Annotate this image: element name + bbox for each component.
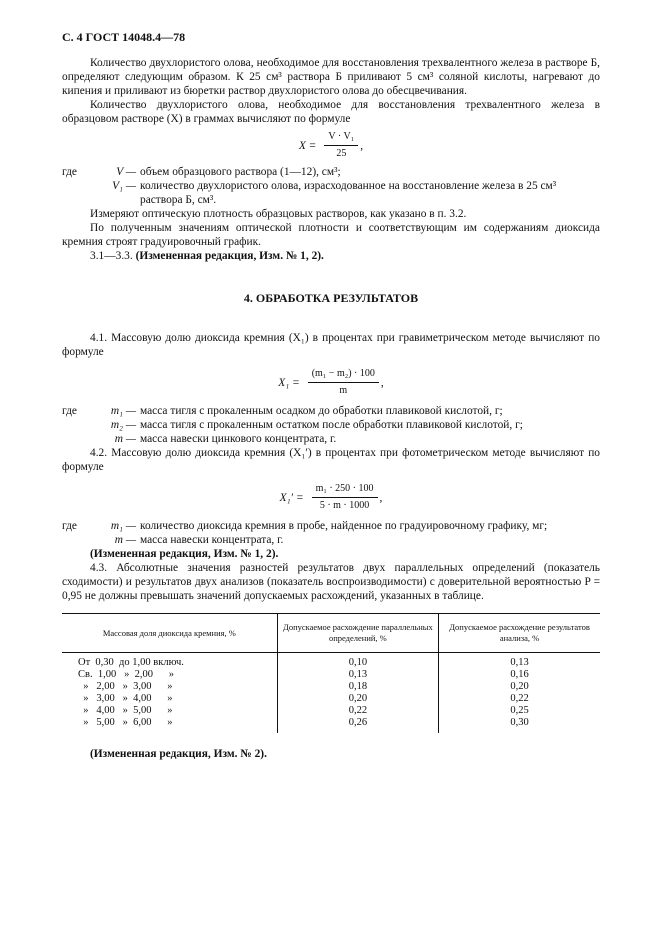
paragraph: Количество двухлористого олова, необходимое для восстановления трехвалентного железа в образцовом растворе (X) в граммах вычисляют по формуле [62, 99, 600, 125]
document-page [62, 30, 600, 761]
definitions-list [62, 519, 600, 547]
table-cell-range: » 2,00 » 3,00 » [78, 681, 173, 692]
definition-symbol: m₁ — [110, 520, 136, 532]
definition-symbol: m₁ — [110, 405, 136, 417]
table-row [62, 693, 600, 705]
definition-prefix [62, 418, 84, 432]
formula-denominator: 5 · m · 1000 [319, 500, 370, 511]
paragraph: Измеряют оптическую плотность образцовых растворов, как указано в п. 3.2. [90, 208, 467, 220]
definition-prefix [62, 179, 84, 207]
table-cell: 0,22 [439, 693, 600, 705]
formula-numerator: V · V₁ [324, 130, 358, 146]
table-cell: 0,20 [439, 681, 600, 693]
definition-text: масса тигля с прокаленным остатком после обработки плавиковой кислотой, г; [140, 419, 523, 431]
table-cell: 0,20 [277, 693, 438, 705]
table-row [62, 717, 600, 733]
definitions-list [62, 404, 600, 446]
paragraph: По полученным значениям оптической плотности и соответствующим им содержаниям диоксида кремния строят градуировочный график. [62, 222, 600, 248]
table-cell-range: Св. 1,00 » 2,00 » [78, 669, 174, 680]
definition-text: масса навески цинкового концентрата, г. [140, 433, 337, 445]
paragraph-4-3: 4.3. Абсолютные значения разностей результатов двух параллельных определений (показатель сходимости) и результатов двух анализов (показатель воспроизводимости) с доверительной вероятностью P = 0,95 не должны превышать значений допускаемых расхождений, указанных в таблице. [62, 562, 600, 602]
definition-item [62, 418, 600, 432]
formula-x1-prime [62, 482, 600, 513]
definition-prefix: где [62, 520, 77, 532]
definition-symbol: V₁ — [112, 180, 136, 192]
edition-prefix: 3.1—3.3. [90, 250, 133, 262]
formula-tail: , [379, 491, 383, 504]
formula-numerator: (m₁ − m₂) · 100 [308, 367, 379, 383]
definition-symbol: V — [116, 166, 136, 178]
formula-fraction [308, 367, 379, 398]
definitions-list [62, 165, 600, 207]
page-header: С. 4 ГОСТ 14048.4—78 [62, 30, 186, 44]
definition-text: объем образцового раствора (1—12), см³; [140, 166, 341, 178]
definition-prefix: где [62, 405, 77, 417]
table-header-cell: Массовая доля диоксида кремния, % [62, 614, 277, 653]
table-row [62, 705, 600, 717]
table-cell: 0,22 [277, 705, 438, 717]
formula-x [62, 130, 600, 161]
formula-x1 [62, 367, 600, 398]
definition-symbol: m — [114, 534, 136, 546]
table-row [62, 669, 600, 681]
definition-item [62, 432, 600, 446]
table-cell-range: » 3,00 » 4,00 » [78, 693, 173, 704]
definition-prefix [62, 533, 84, 547]
table-cell: 0,10 [277, 653, 438, 670]
table-cell: 0,18 [277, 681, 438, 693]
table-cell-range: От 0,30 до 1,00 включ. [78, 657, 184, 668]
formula-lhs: X = [298, 139, 317, 152]
tolerance-table [62, 613, 600, 733]
definition-text: количество диоксида кремния в пробе, найденное по градуировочному графику, мг; [140, 520, 548, 532]
edition-note: (Измененная редакция, Изм. № 1, 2). [90, 548, 279, 560]
final-edition-note: (Измененная редакция, Изм. № 2). [90, 748, 267, 760]
table-cell: 0,13 [439, 653, 600, 670]
definition-item [62, 165, 600, 179]
paragraph: Количество двухлористого олова, необходимое для восстановления трехвалентного железа в растворе Б, определяют следующим образом. К 25 см³ раствора Б приливают 5 см³ соляной кислоты, нагревают до кипения и приливают из бюретки раствор двухлористого олова до обесцвечивания. [62, 57, 600, 97]
edition-text: (Измененная редакция, Изм. № 1, 2). [135, 250, 324, 262]
definition-text: количество двухлористого олова, израсходованное на восстановление железа в 25 см³ раствора Б, см³. [140, 180, 557, 206]
table-cell-range: » 5,00 » 6,00 » [78, 717, 173, 728]
formula-tail: , [380, 376, 384, 389]
formula-denominator: 25 [336, 148, 347, 159]
formula-fraction [312, 482, 378, 513]
table-cell: 0,25 [439, 705, 600, 717]
definition-text: масса тигля с прокаленным осадком до обработки плавиковой кислотой, г; [140, 405, 503, 417]
table-header-cell: Допускаемое расхождение результатов анализа, % [439, 614, 600, 653]
definition-symbol: m₂ — [110, 419, 136, 431]
definition-text: масса навески концентрата, г. [140, 534, 284, 546]
table-row [62, 653, 600, 670]
edition-note [62, 249, 600, 263]
table-cell: 0,13 [277, 669, 438, 681]
table-header-cell: Допускаемое расхождение параллельных определений, % [277, 614, 438, 653]
definition-item [62, 533, 600, 547]
paragraph-4-2: 4.2. Массовую долю диоксида кремния (X₁′) в процентах при фотометрическом методе вычисляют по формуле [62, 447, 600, 473]
formula-tail: , [360, 139, 364, 152]
table-cell: 0,16 [439, 669, 600, 681]
formula-lhs: X₁′ = [279, 491, 304, 504]
paragraph-4-1: 4.1. Массовую долю диоксида кремния (X₁) в процентах при гравиметрическом методе вычисляют по формуле [62, 332, 600, 358]
table-cell-range: » 4,00 » 5,00 » [78, 705, 173, 716]
definition-symbol: m — [114, 433, 136, 445]
formula-lhs: X₁ = [278, 376, 300, 389]
definition-item [62, 519, 600, 533]
definition-item [62, 404, 600, 418]
definition-prefix: где [62, 166, 77, 178]
table-cell: 0,30 [439, 717, 600, 733]
definition-prefix [62, 432, 84, 446]
formula-numerator: m₁ · 250 · 100 [312, 482, 378, 498]
formula-denominator: m [339, 385, 348, 396]
table-cell: 0,26 [277, 717, 438, 733]
definition-item [62, 179, 600, 207]
table-row [62, 681, 600, 693]
formula-fraction [324, 130, 358, 161]
table-header-row [62, 614, 600, 653]
section-title: 4. ОБРАБОТКА РЕЗУЛЬТАТОВ [243, 291, 419, 305]
